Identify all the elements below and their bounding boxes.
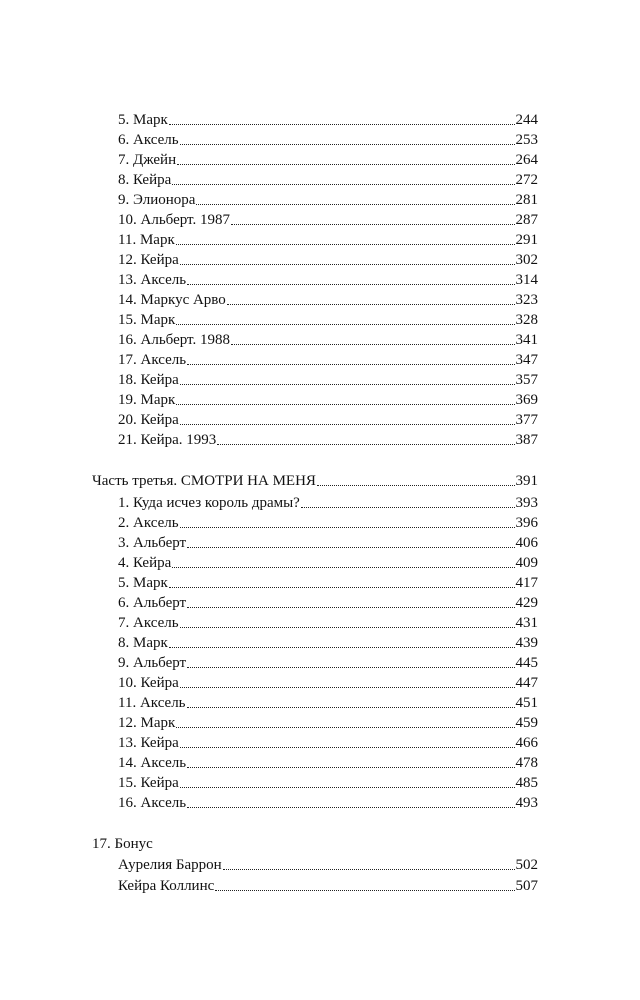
toc-entry: [118, 270, 538, 290]
toc-entry-title: 20. Кейра: [118, 412, 179, 428]
toc-entry-title: 3. Альберт: [118, 535, 187, 551]
toc-entry-page: 264: [515, 152, 538, 168]
toc-entry: [118, 310, 538, 330]
toc-entry-page: 485: [515, 775, 538, 791]
toc-entry: [118, 713, 538, 733]
leader-dots: [187, 807, 514, 808]
toc-entry-title: 13. Аксель: [118, 272, 187, 288]
leader-dots: [180, 144, 515, 145]
toc-entry-title: 15. Марк: [118, 312, 176, 328]
part-page: 391: [515, 473, 538, 489]
toc-entry-page: 439: [515, 635, 538, 651]
toc-entry-page: 253: [515, 132, 538, 148]
toc-entry-title: 6. Аксель: [118, 132, 179, 148]
leader-dots: [301, 507, 515, 508]
toc-entry: [118, 633, 538, 653]
toc-entry: [118, 593, 538, 613]
leader-dots: [231, 224, 515, 225]
toc-entry-title: 9. Элионора: [118, 192, 196, 208]
toc-entry-title: 16. Альберт. 1988: [118, 332, 230, 348]
toc-entry: [118, 793, 538, 813]
toc-entry-title: 12. Марк: [118, 715, 176, 731]
toc-entry-title: 17. Аксель: [118, 352, 187, 368]
toc-entry: [118, 210, 538, 230]
toc-entry: [118, 513, 538, 533]
leader-dots: [180, 627, 515, 628]
leader-dots: [187, 284, 514, 285]
toc-entry: [118, 170, 538, 190]
toc-entry: [118, 330, 538, 350]
toc-entry: [118, 693, 538, 713]
toc-entry-page: 429: [515, 595, 538, 611]
toc-entry-page: 272: [515, 172, 538, 188]
toc-entry-page: 447: [515, 675, 538, 691]
toc-entry: [118, 673, 538, 693]
toc-entry-title: 19. Марк: [118, 392, 176, 408]
toc-entry-page: 341: [515, 332, 538, 348]
leader-dots: [196, 204, 514, 205]
toc-entry-title: 11. Аксель: [118, 695, 186, 711]
toc-entry-title: 1. Куда исчез король драмы?: [118, 495, 300, 511]
toc-entry-title: 16. Аксель: [118, 795, 187, 811]
toc-entry-title: 11. Марк: [118, 232, 175, 248]
toc-entry-page: 377: [515, 412, 538, 428]
toc-entry-page: 396: [515, 515, 538, 531]
toc-entry: [118, 573, 538, 593]
leader-dots: [172, 567, 514, 568]
leader-dots: [180, 424, 515, 425]
toc-entry-title: 6. Альберт: [118, 595, 187, 611]
leader-dots: [176, 404, 514, 405]
toc-entry-title: 5. Марк: [118, 112, 168, 128]
toc-entry-title: 10. Альберт. 1987: [118, 212, 230, 228]
toc-entry-title: 12. Кейра: [118, 252, 179, 268]
toc-entry-title: 18. Кейра: [118, 372, 179, 388]
bonus-heading: 17. Бонус: [92, 836, 153, 852]
toc-entry-page: 409: [515, 555, 538, 571]
toc-entry: [118, 493, 538, 513]
toc-entry: [118, 773, 538, 793]
toc-entry: [118, 150, 538, 170]
toc-entry-page: 314: [515, 272, 538, 288]
toc-entry: [118, 855, 538, 875]
toc-entry: [118, 410, 538, 430]
toc-entry-page: 417: [515, 575, 538, 591]
leader-dots: [187, 667, 514, 668]
toc-entry-page: 478: [515, 755, 538, 771]
toc-entry-page: 431: [515, 615, 538, 631]
toc-entry: [118, 533, 538, 553]
toc-entry: [118, 430, 538, 450]
toc-entry: [118, 753, 538, 773]
toc-entry: [118, 130, 538, 150]
toc-entry-title: 10. Кейра: [118, 675, 179, 691]
toc-entry-page: 406: [515, 535, 538, 551]
toc-entry-title: 4. Кейра: [118, 555, 172, 571]
part-title: Часть третья. СМОТРИ НА МЕНЯ: [92, 473, 316, 489]
toc-entry: [118, 613, 538, 633]
leader-dots: [227, 304, 515, 305]
leader-dots: [176, 727, 514, 728]
toc-entry-page: 369: [515, 392, 538, 408]
toc-entry-page: 347: [515, 352, 538, 368]
toc-entry-page: 393: [515, 495, 538, 511]
leader-dots: [172, 184, 514, 185]
leader-dots: [231, 344, 515, 345]
leader-dots: [223, 869, 515, 870]
leader-dots: [180, 747, 515, 748]
toc-entry-page: 328: [515, 312, 538, 328]
toc-entry: [118, 390, 538, 410]
toc-entry: [118, 876, 538, 896]
leader-dots: [180, 384, 515, 385]
toc-entry: [118, 553, 538, 573]
leader-dots: [180, 787, 515, 788]
toc-entry-title: 14. Маркус Арво: [118, 292, 226, 308]
toc-entry: [118, 230, 538, 250]
toc-entry-title: Аурелия Баррон: [118, 857, 222, 873]
leader-dots: [187, 547, 514, 548]
toc-entry: [118, 110, 538, 130]
leader-dots: [169, 124, 515, 125]
toc-entry-title: 21. Кейра. 1993: [118, 432, 217, 448]
leader-dots: [217, 444, 514, 445]
toc-entry-page: 493: [515, 795, 538, 811]
leader-dots: [215, 890, 514, 891]
leader-dots: [177, 164, 514, 165]
toc-entry: [118, 250, 538, 270]
toc-entry-title: 8. Кейра: [118, 172, 172, 188]
toc-entry-title: 15. Кейра: [118, 775, 179, 791]
toc-entry: [118, 190, 538, 210]
toc-entry-page: 323: [515, 292, 538, 308]
toc-entry-page: 459: [515, 715, 538, 731]
toc-entry-title: 5. Марк: [118, 575, 168, 591]
toc-entry-page: 287: [515, 212, 538, 228]
toc-entry: [118, 733, 538, 753]
toc-entry-page: 451: [515, 695, 538, 711]
toc-entry-page: 291: [515, 232, 538, 248]
toc-entry-title: 2. Аксель: [118, 515, 179, 531]
toc-entry: [118, 370, 538, 390]
toc-entry-title: Кейра Коллинс: [118, 878, 215, 894]
toc-entry-page: 302: [515, 252, 538, 268]
leader-dots: [169, 587, 515, 588]
toc-entry: [118, 290, 538, 310]
toc-entry-title: 7. Аксель: [118, 615, 179, 631]
toc-entry-title: 13. Кейра: [118, 735, 179, 751]
leader-dots: [317, 485, 515, 486]
toc-entry-page: 281: [515, 192, 538, 208]
leader-dots: [187, 364, 514, 365]
leader-dots: [176, 324, 514, 325]
leader-dots: [180, 687, 515, 688]
toc-entry-page: 357: [515, 372, 538, 388]
leader-dots: [187, 607, 514, 608]
part-heading: [92, 471, 538, 491]
toc-entry: [118, 350, 538, 370]
toc-entry-page: 507: [515, 878, 538, 894]
leader-dots: [187, 707, 515, 708]
toc-entry-title: 7. Джейн: [118, 152, 177, 168]
toc-entry-page: 445: [515, 655, 538, 671]
toc-entry-page: 466: [515, 735, 538, 751]
toc-entry-title: 9. Альберт: [118, 655, 187, 671]
toc-entry-title: 8. Марк: [118, 635, 168, 651]
toc-entry-title: 14. Аксель: [118, 755, 187, 771]
leader-dots: [187, 767, 514, 768]
leader-dots: [180, 527, 515, 528]
leader-dots: [180, 264, 515, 265]
leader-dots: [169, 647, 515, 648]
leader-dots: [176, 244, 515, 245]
toc-entry: [118, 653, 538, 673]
toc-entry-page: 244: [515, 112, 538, 128]
toc-entry-page: 387: [515, 432, 538, 448]
toc-entry-page: 502: [515, 857, 538, 873]
